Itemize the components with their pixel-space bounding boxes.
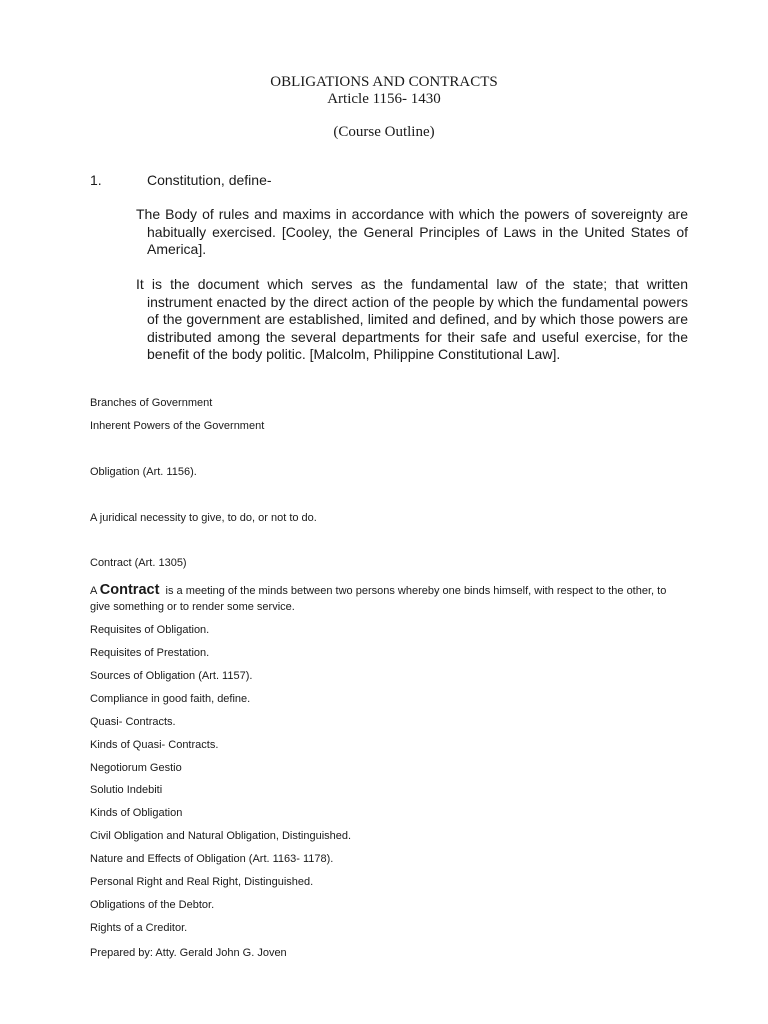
list-item: Civil Obligation and Natural Obligation, Distinguished. bbox=[90, 830, 352, 842]
document-outline-label: (Course Outline) bbox=[333, 124, 435, 140]
list-item: Kinds of Quasi- Contracts. bbox=[90, 739, 219, 751]
list-item: Obligations of the Debtor. bbox=[90, 899, 215, 911]
obligation-definition: A juridical necessity to give, to do, or not to do. bbox=[90, 512, 317, 524]
definition-paragraph-malcolm: It is the document which serves as the fundamental law of the state; that written instrument enacted by the direct action of the people by which the fundamental powers of the government are established, limited and defined, and by which those powers are distributed among the several departments for their safe and useful exercise, for the benefit of the body politic. [Malcolm, Philippine Constitutional Law]. bbox=[136, 276, 688, 362]
contract-term: Contract bbox=[99, 582, 160, 598]
list-item: Negotiorum Gestio bbox=[90, 762, 182, 774]
definition-paragraph-cooley: The Body of rules and maxims in accordance with which the powers of sovereignty are habitually exercised. [Cooley, the General Principles of Laws in the United States of America]. bbox=[136, 206, 688, 257]
obligation-heading: Obligation (Art. 1156). bbox=[90, 466, 197, 478]
list-item: Personal Right and Real Right, Distinguished. bbox=[90, 876, 314, 888]
list-item: Sources of Obligation (Art. 1157). bbox=[90, 670, 253, 682]
prepared-by: Prepared by: Atty. Gerald John G. Joven bbox=[90, 947, 287, 959]
topic-inherent-powers: Inherent Powers of the Government bbox=[90, 420, 265, 432]
list-item: Requisites of Obligation. bbox=[90, 624, 210, 636]
document-title: OBLIGATIONS AND CONTRACTS bbox=[270, 74, 498, 90]
list-item: Quasi- Contracts. bbox=[90, 716, 176, 728]
contract-prefix: A bbox=[90, 585, 97, 597]
contract-definition bbox=[90, 582, 680, 615]
list-item: Nature and Effects of Obligation (Art. 1163- 1178). bbox=[90, 853, 334, 865]
section-heading: Constitution, define- bbox=[147, 172, 272, 188]
list-item: Kinds of Obligation bbox=[90, 807, 183, 819]
contract-definition-text: is a meeting of the minds between two persons whereby one binds himself, with respect to the other, to give something or to render some service. bbox=[90, 585, 667, 613]
list-item: Compliance in good faith, define. bbox=[90, 693, 251, 705]
list-item: Rights of a Creditor. bbox=[90, 922, 188, 934]
list-item: Solutio Indebiti bbox=[90, 784, 163, 796]
section-number: 1. bbox=[90, 172, 102, 188]
document-subtitle: Article 1156- 1430 bbox=[327, 91, 441, 107]
topic-branches: Branches of Government bbox=[90, 397, 213, 409]
list-item: Requisites of Prestation. bbox=[90, 647, 210, 659]
contract-heading: Contract (Art. 1305) bbox=[90, 557, 187, 569]
